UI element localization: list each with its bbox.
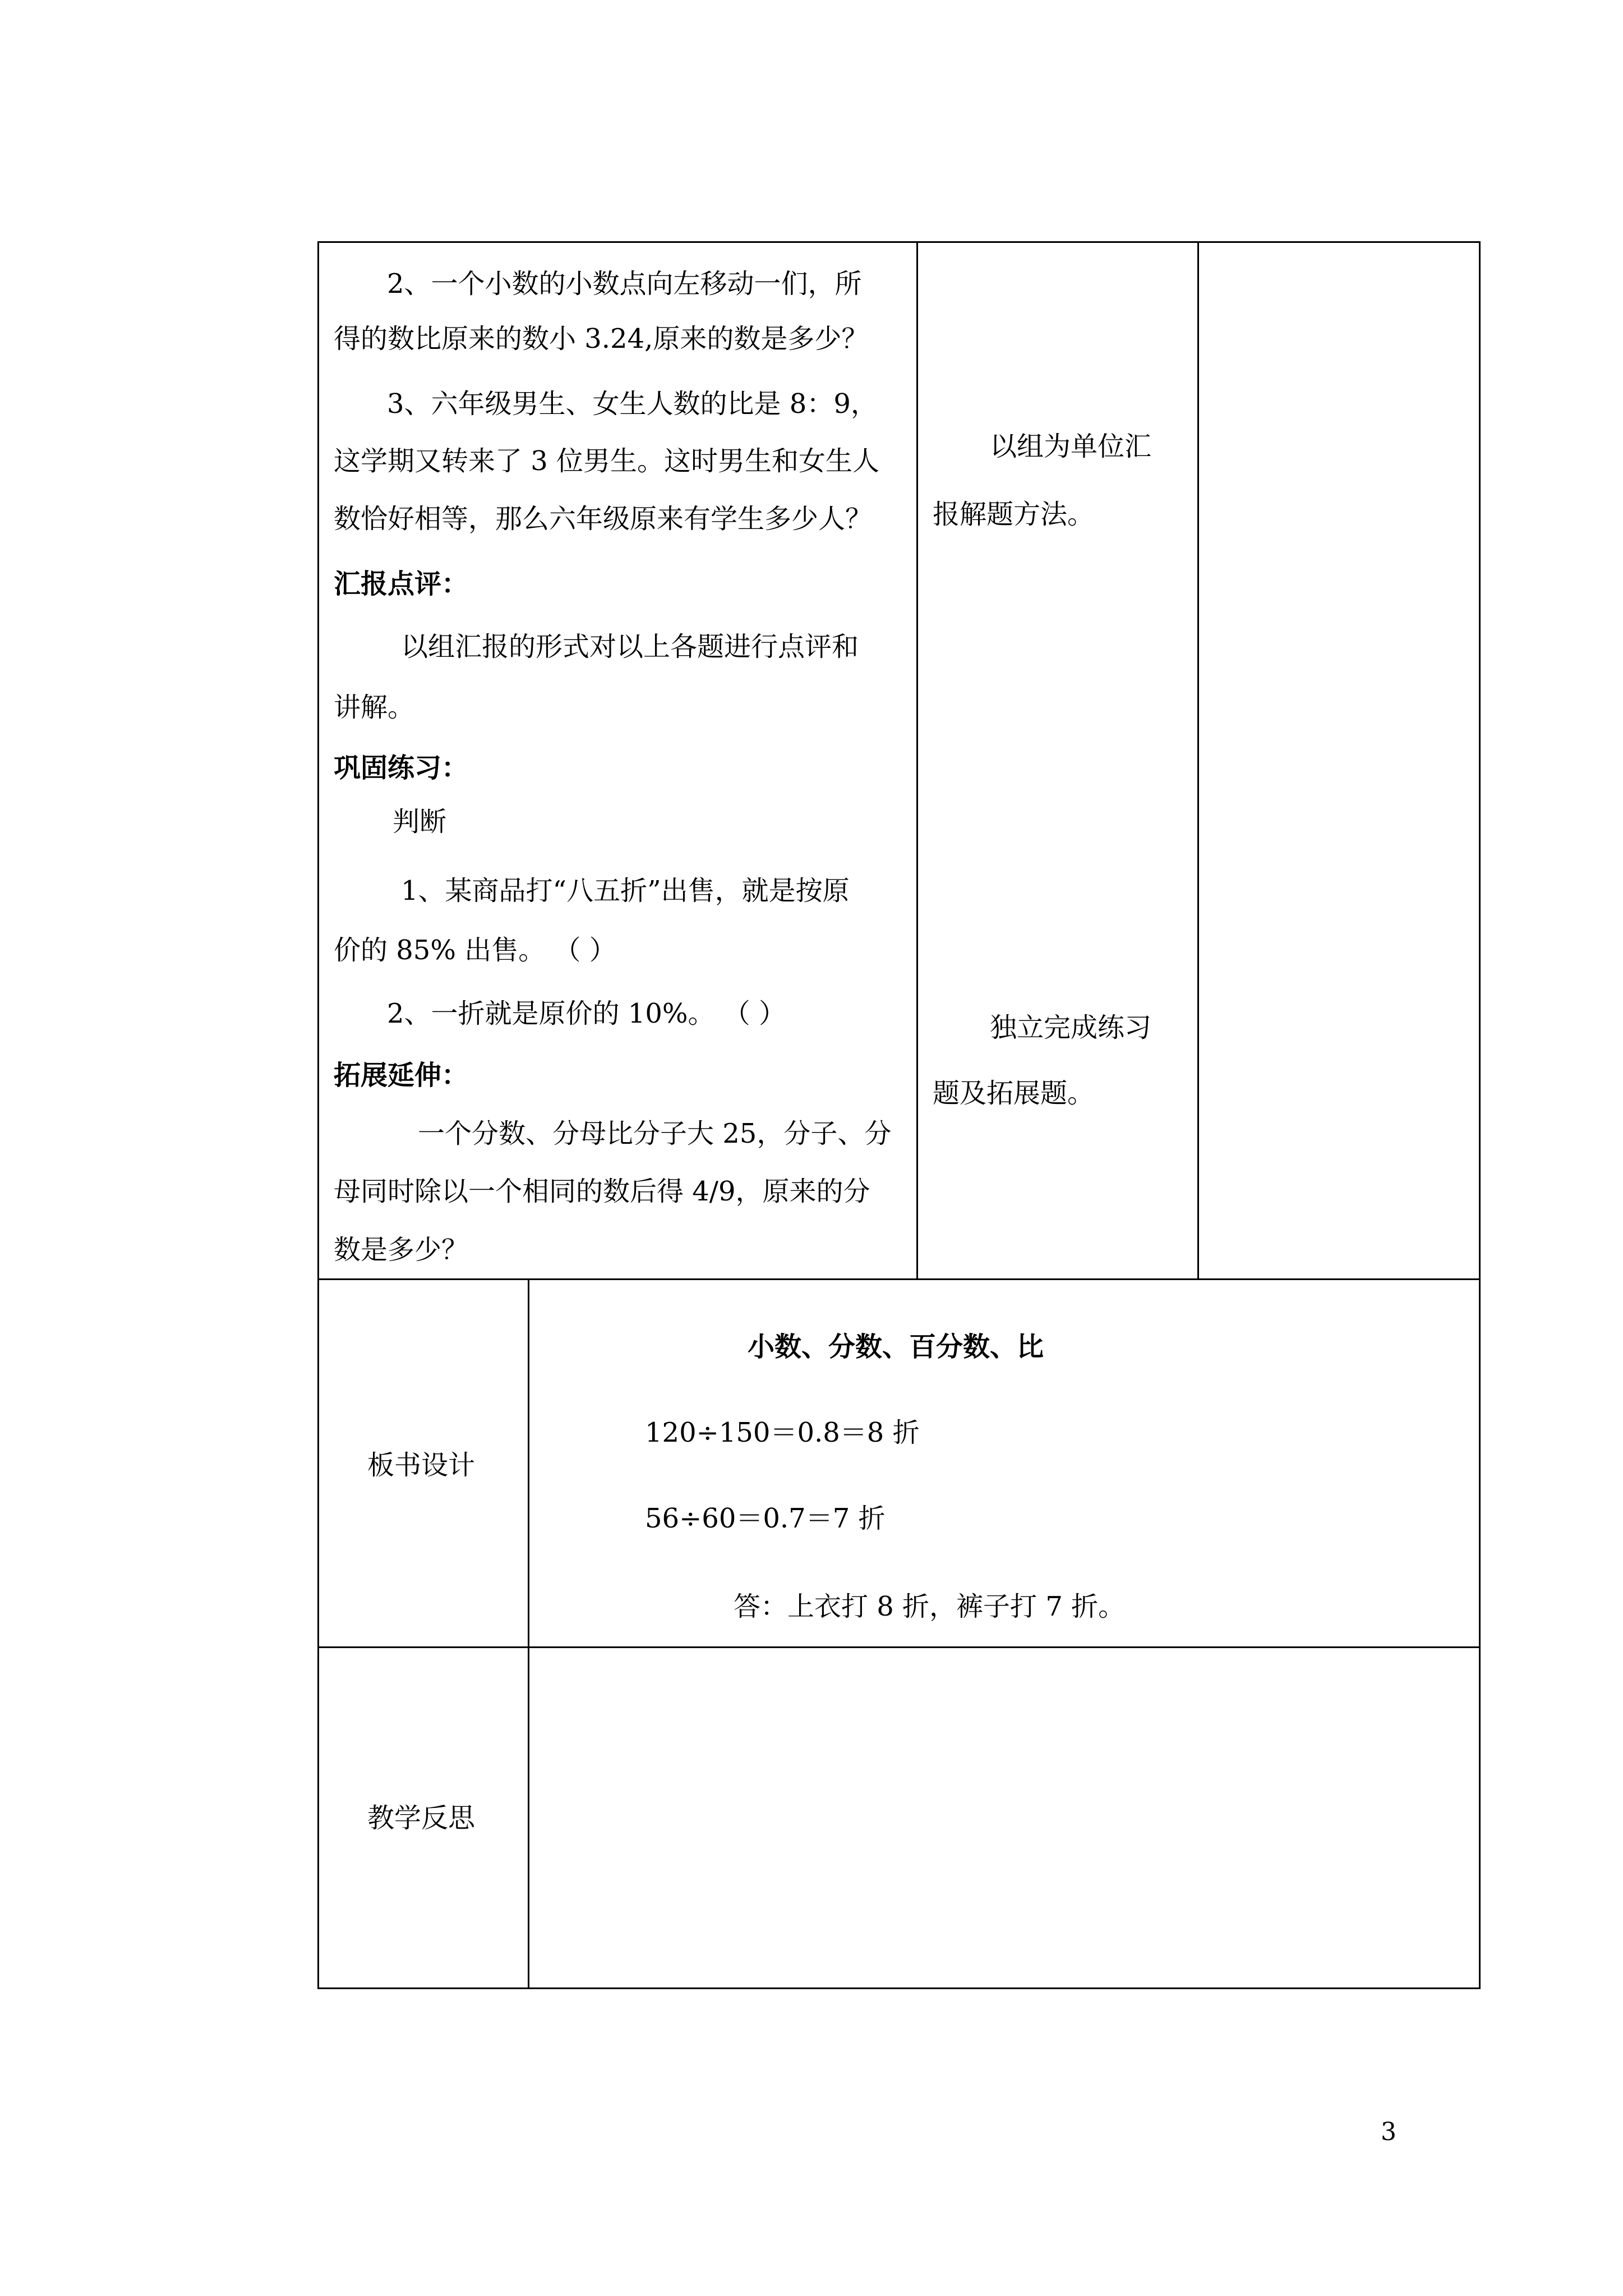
reflection-label: 教学反思	[367, 1802, 476, 1834]
lower-table-row-divider	[317, 1646, 1481, 1648]
top-table-border-top	[317, 241, 1481, 243]
activity-2-line-1: 独立完成练习	[990, 1012, 1152, 1043]
judge-2-line-1: 2、一折就是原价的 10%。 （ ）	[387, 998, 786, 1029]
report-line-1: 以组汇报的形式对以上各题进行点评和	[401, 631, 859, 662]
page-number: 3	[1381, 2118, 1396, 2146]
lower-table-divider	[528, 1278, 529, 1989]
lower-table-border-left	[317, 1278, 319, 1989]
extend-line-1: 一个分数、分母比分子大 25，分子、分	[418, 1118, 892, 1149]
top-table-divider-1	[916, 241, 918, 1280]
extend-line-2: 母同时除以一个相同的数后得 4/9，原来的分	[334, 1176, 870, 1207]
report-line-2: 讲解。	[334, 692, 415, 723]
board-design-line-3: 答：上衣打 8 折，裤子打 7 折。	[734, 1591, 1126, 1622]
extend-line-3: 数是多少？	[334, 1234, 469, 1266]
board-design-line-2: 56÷60＝0.7＝7 折	[645, 1503, 886, 1534]
activity-1-line-1: 以组为单位汇	[990, 431, 1152, 462]
question-2-line-1: 2、一个小数的小数点向左移动一们，所	[387, 268, 862, 300]
lower-table-border-bottom	[317, 1987, 1481, 1989]
practice-heading: 巩固练习：	[334, 752, 469, 784]
lower-table-border-right	[1479, 1278, 1481, 1989]
top-table-border-left	[317, 241, 319, 1280]
board-design-line-1: 120÷150＝0.8＝8 折	[645, 1417, 920, 1448]
board-design-label: 板书设计	[367, 1450, 476, 1481]
board-design-title: 小数、分数、百分数、比	[748, 1331, 1044, 1363]
question-3-line-2: 这学期又转来了 3 位男生。这时男生和女生人	[334, 445, 880, 477]
activity-1-line-2: 报解题方法。	[933, 499, 1095, 530]
question-3-line-3: 数恰好相等，那么六年级原来有学生多少人？	[334, 503, 873, 535]
report-heading: 汇报点评：	[334, 568, 469, 600]
judge-label: 判断	[393, 806, 447, 838]
question-3-line-1: 3、六年级男生、女生人数的比是 8：9，	[387, 388, 878, 420]
top-table-border-right	[1479, 241, 1481, 1280]
judge-1-line-1: 1、某商品打“八五折”出售，就是按原	[401, 875, 850, 907]
lower-table-border-top	[317, 1278, 1481, 1280]
activity-2-line-2: 题及拓展题。	[933, 1078, 1095, 1109]
judge-1-line-2: 价的 85% 出售。 （ ）	[334, 935, 616, 966]
top-table-divider-2	[1197, 241, 1199, 1280]
extend-heading: 拓展延伸：	[334, 1060, 469, 1091]
question-2-line-2: 得的数比原来的数小 3.24,原来的数是多少？	[334, 323, 869, 355]
